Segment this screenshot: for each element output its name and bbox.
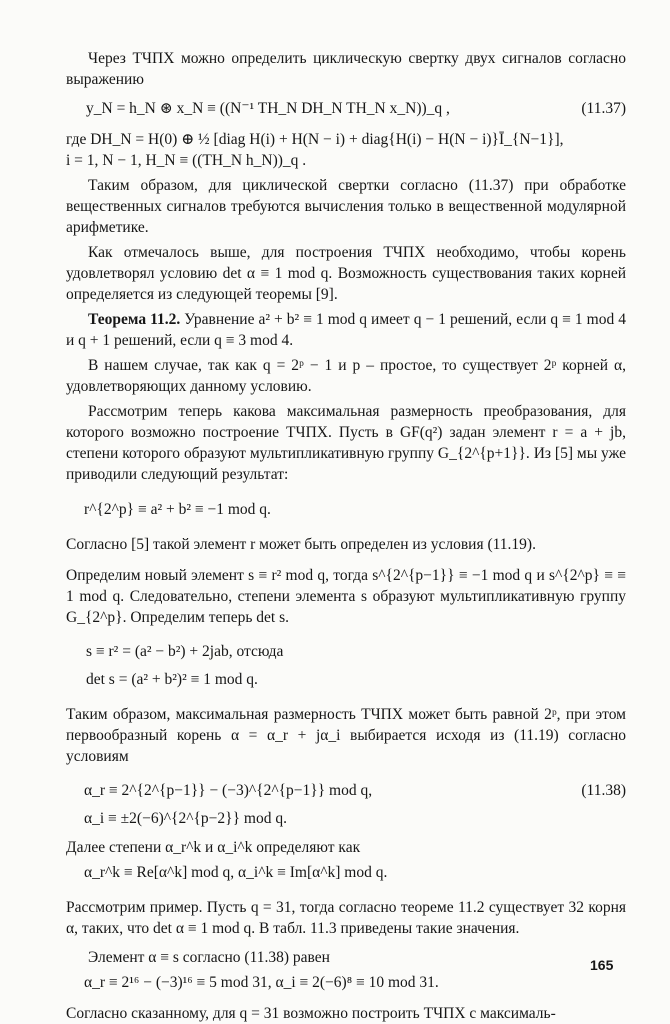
paragraph-roots: В нашем случае, так как q = 2ᵖ − 1 и p – простое, то существует 2ᵖ корней α, удовлетворяющих данному условию. — [66, 357, 626, 395]
equation-s-square: s ≡ r² = (a² − b²) + 2jab, отсюда — [86, 643, 284, 660]
equation-text: y_N = h_N ⊛ x_N ≡ ((N⁻¹ TH_N DH_N TH_N x_N))_q , — [86, 100, 450, 117]
theorem-label: Теорема 11.2. — [88, 311, 181, 328]
equation-number: (11.38) — [581, 782, 626, 799]
equation-11-38 — [66, 777, 626, 833]
paragraph-element-alpha: Элемент α ≡ s согласно (11.38) равен — [88, 949, 330, 966]
equation-number: (11.37) — [581, 100, 626, 117]
paragraph-element-r: Согласно [5] такой элемент r может быть определен из условия (11.19). — [66, 536, 536, 553]
equation-det-s: det s = (a² + b²)² ≡ 1 mod q. — [86, 671, 258, 688]
equation-alpha-i: α_i ≡ ±2(−6)^{2^{p−2}} mod q. — [84, 810, 287, 827]
equation-alpha-r: α_r ≡ 2^{2^{p−1}} − (−3)^{2^{p−1}} mod q, — [84, 782, 373, 799]
paragraph-element-s: Определим новый элемент s ≡ r² mod q, тогда s^{2^{p−1}} ≡ −1 mod q и s^{2^p} ≡ ≡ 1 mod q. Следовательно, степени элемента s образуют мультипликативную группу G_{2^p}. Определим теперь det s. — [66, 567, 626, 626]
equation-11-37 — [66, 98, 626, 119]
paragraph-where: где DH_N = H(0) ⊕ ½ [diag H(i) + H(N − i) + diag{H(i) − H(N − i)}Ī_{N−1}], — [66, 131, 564, 148]
page-number: 165 — [590, 957, 614, 973]
equation-re-im: α_r^k ≡ Re[α^k] mod q, α_i^k ≡ Im[α^k] mod q. — [84, 864, 388, 881]
paragraph-powers: Далее степени α_r^k и α_i^k определяют как — [66, 839, 361, 856]
paragraph-max-size: Рассмотрим теперь какова максимальная размерность преобразования, для которого возможно построение ТЧПХ. Пусть в GF(q²) задан элемент r = a + jb, степени которого образуют мультипликативную группу G_{2^{p+1}}. Из [5] мы уже приводили следующий результат: — [66, 403, 626, 483]
theorem-text: Уравнение a² + b² ≡ 1 mod q имеет q − 1 решений, если q ≡ 1 mod 4 и q + 1 решений, если q ≡ 3 mod 4. — [66, 311, 626, 349]
page-body — [66, 48, 626, 1024]
theorem-11-2 — [66, 309, 626, 351]
paragraph-real-arith: Таким образом, для циклической свертки согласно (11.37) при обработке вещественных сигналов требуются вычисления только в вещественной модулярной арифметике. — [66, 177, 626, 236]
paragraph-condition: Как отмечалось выше, для построения ТЧПХ необходимо, чтобы корень удовлетворял условию det α ≡ 1 mod q. Возможность существования таких корней определяется из следующей теоремы [9]. — [66, 244, 626, 303]
paragraph-max-dim: Таким образом, максимальная размерность ТЧПХ может быть равной 2ᵖ, при этом первообразный корень α = α_r + jα_i выбирается исходя из (11.19) согласно условиям — [66, 706, 626, 765]
equation-r-power: r^{2^p} ≡ a² + b² ≡ −1 mod q. — [84, 501, 271, 518]
paragraph-where-cont: i = 1, N − 1, H_N ≡ ((TH_N h_N))_q . — [66, 152, 307, 169]
paragraph-example: Рассмотрим пример. Пусть q = 31, тогда согласно теореме 11.2 существует 32 корня α, таких, что det α ≡ 1 mod q. В табл. 11.3 приведены такие значения. — [66, 899, 626, 937]
paragraph-intro: Через ТЧПХ можно определить циклическую свертку двух сигналов согласно выражению — [66, 50, 626, 88]
equation-alpha-values: α_r ≡ 2¹⁶ − (−3)¹⁶ ≡ 5 mod 31, α_i ≡ 2(−6)⁸ ≡ 10 mod 31. — [84, 974, 439, 991]
paragraph-conclusion: Согласно сказанному, для q = 31 возможно построить ТЧПХ с максималь- — [66, 1005, 556, 1022]
